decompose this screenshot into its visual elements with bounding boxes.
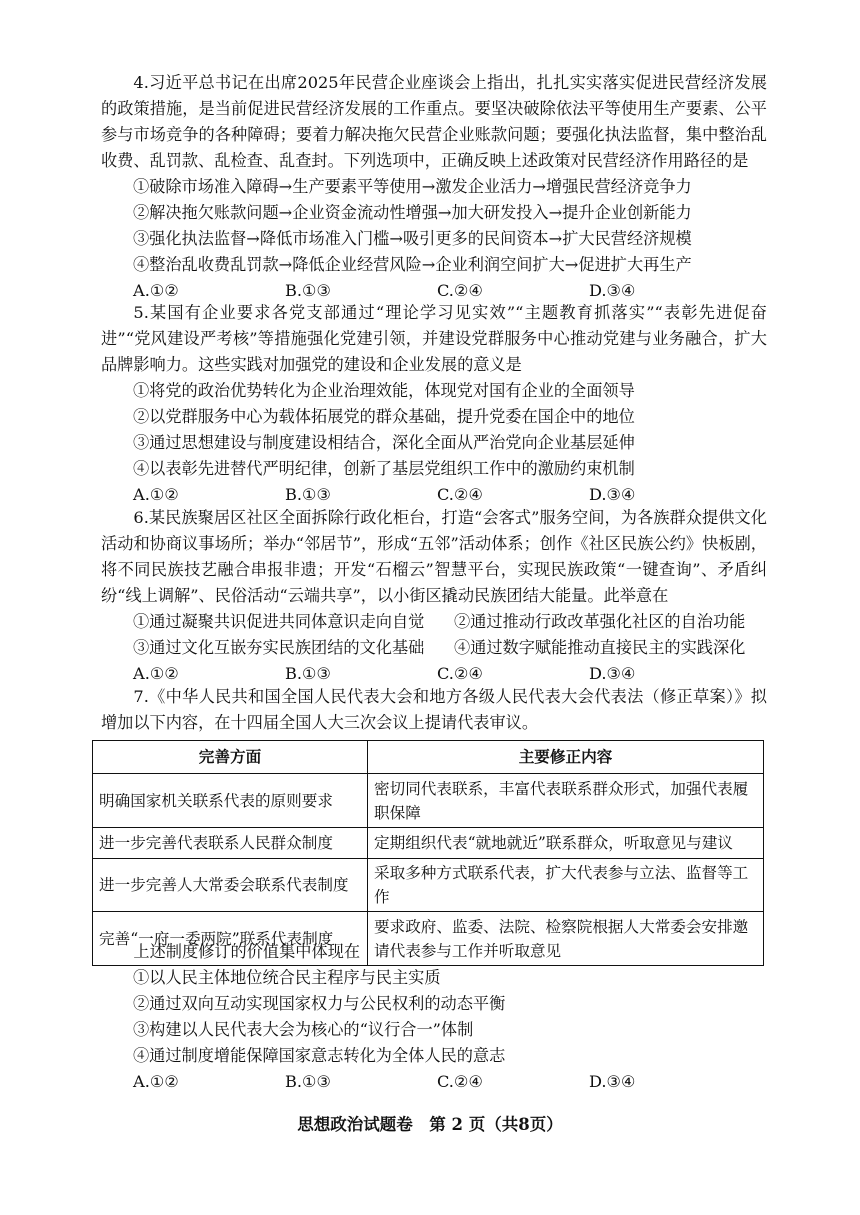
choice-b: B.①③ — [285, 281, 332, 300]
question-4-option-3: ③强化执法监督→降低市场准入门槛→吸引更多的民间资本→扩大民营经济规模 — [133, 229, 692, 248]
question-6-option-1: ①通过凝聚共识促进共同体意识走向自觉 — [133, 612, 425, 631]
choice-a: A.①② — [133, 485, 179, 504]
choice-a: A.①② — [133, 664, 179, 683]
choice-c: C.②④ — [437, 281, 483, 300]
question-5-option-3: ③通过思想建设与制度建设相结合，深化全面从严治党向企业基层延伸 — [133, 433, 635, 452]
table-cell: 定期组织代表“就地就近”联系群众，听取意见与建议 — [368, 828, 764, 859]
question-5-option-1: ①将党的政治优势转化为企业治理效能，体现党对国有企业的全面领导 — [133, 381, 635, 400]
choice-b: B.①③ — [285, 1072, 332, 1091]
question-6-options-row-2 — [101, 635, 767, 661]
choice-c: C.②④ — [437, 485, 483, 504]
choice-a: A.①② — [133, 1072, 179, 1091]
table-cell: 进一步完善人大常委会联系代表制度 — [93, 859, 368, 912]
question-5-option-2: ②以党群服务中心为载体拓展党的群众基础，提升党委在国企中的地位 — [133, 407, 635, 426]
question-7-option-4: ④通过制度增能保障国家意志转化为全体人民的意志 — [133, 1046, 506, 1065]
question-4-option-1: ①破除市场准入障碍→生产要素平等使用→激发企业活力→增强民营经济竞争力 — [133, 177, 692, 196]
table-row — [93, 828, 764, 859]
question-5-stem: 5.某国有企业要求各党支部通过“理论学习见实效”“主题教育抓落实”“表彰先进促奋进”“党风建设严考核”等措施强化党建引领，并建设党群服务中心推动党建与业务融合，扩大品牌影响力。这些实践对加强党的建设和企业发展的意义是 — [101, 303, 767, 374]
table-cell: 完善“一府一委两院”联系代表制度 — [93, 912, 368, 966]
question-4-option-2: ②解决拖欠账款问题→企业资金流动性增强→加大研发投入→提升企业创新能力 — [133, 203, 692, 222]
table-header-row — [93, 741, 764, 774]
question-5-option-4: ④以表彰先进替代严明纪律，创新了基层党组织工作中的激励约束机制 — [133, 459, 635, 478]
choice-d: D.③④ — [589, 1072, 636, 1091]
question-4-option-4: ④整治乱收费乱罚款→降低企业经营风险→企业利润空间扩大→促进扩大再生产 — [133, 255, 692, 274]
page-footer: 思想政治试题卷 第 2 页（共8页） — [297, 1115, 563, 1134]
question-7-option-3: ③构建以人民代表大会为核心的“议行合一”体制 — [133, 1020, 474, 1039]
table-cell: 明确国家机关联系代表的原则要求 — [93, 774, 368, 828]
question-7-followup — [101, 939, 767, 1095]
question-4 — [101, 70, 767, 304]
question-6-option-3: ③通过文化互嵌夯实民族团结的文化基础 — [133, 638, 425, 657]
question-7-option-1: ①以人民主体地位统合民主程序与民主实质 — [133, 968, 441, 987]
table-header-content: 主要修正内容 — [368, 741, 764, 774]
choice-d: D.③④ — [589, 664, 636, 683]
table-row — [93, 859, 764, 912]
table-row — [93, 774, 764, 828]
question-4-stem: 4.习近平总书记在出席2025年民营企业座谈会上指出，扎扎实实落实促进民营经济发展的政策措施，是当前促进民营经济发展的工作重点。要坚决破除依法平等使用生产要素、公平参与市场竞争的各种障碍；要着力解决拖欠民营企业账款问题；要强化执法监督，集中整治乱收费、乱罚款、乱检查、乱查封。下列选项中，正确反映上述政策对民营经济作用路径的是 — [101, 73, 767, 170]
amendment-table — [92, 740, 764, 966]
table-cell: 采取多种方式联系代表，扩大代表参与立法、监督等工作 — [368, 859, 764, 912]
question-5 — [101, 300, 767, 508]
choice-b: B.①③ — [285, 485, 332, 504]
question-6 — [101, 505, 767, 687]
question-6-options-row-1 — [101, 609, 767, 635]
choice-c: C.②④ — [437, 664, 483, 683]
table-cell: 密切同代表联系，丰富代表联系群众形式，加强代表履职保障 — [368, 774, 764, 828]
choice-a: A.①② — [133, 281, 179, 300]
question-7 — [101, 684, 767, 736]
question-7-stem: 7.《中华人民共和国全国人民代表大会和地方各级人民代表大会代表法（修正草案）》拟增加以下内容，在十四届全国人大三次会议上提请代表审议。 — [101, 687, 767, 732]
table-cell: 进一步完善代表联系人民群众制度 — [93, 828, 368, 859]
question-7-question: 上述制度修订的价值集中体现在 — [133, 942, 361, 961]
choice-d: D.③④ — [589, 281, 636, 300]
choice-d: D.③④ — [589, 485, 636, 504]
question-6-stem: 6.某民族聚居区社区全面拆除行政化柜台，打造“会客式”服务空间，为各族群众提供文化活动和协商议事场所；举办“邻居节”，形成“五邻”活动体系；创作《社区民族公约》快板剧，将不同民族技艺融合串报非遗；开发“石榴云”智慧平台，实现民族政策“一键查询”、矛盾纠纷“线上调解”、民俗活动“云端共享”，以小街区撬动民族团结大能量。此举意在 — [101, 508, 767, 605]
table-header-aspect: 完善方面 — [93, 741, 368, 774]
question-6-option-2: ②通过推动行政改革强化社区的自治功能 — [454, 612, 746, 631]
question-7-choices — [101, 1069, 767, 1095]
question-6-option-4: ④通过数字赋能推动直接民主的实践深化 — [454, 638, 746, 657]
choice-c: C.②④ — [437, 1072, 483, 1091]
table-cell: 要求政府、监委、法院、检察院根据人大常委会安排邀请代表参与工作并听取意见 — [368, 912, 764, 966]
choice-b: B.①③ — [285, 664, 332, 683]
question-7-option-2: ②通过双向互动实现国家权力与公民权利的动态平衡 — [133, 994, 506, 1013]
